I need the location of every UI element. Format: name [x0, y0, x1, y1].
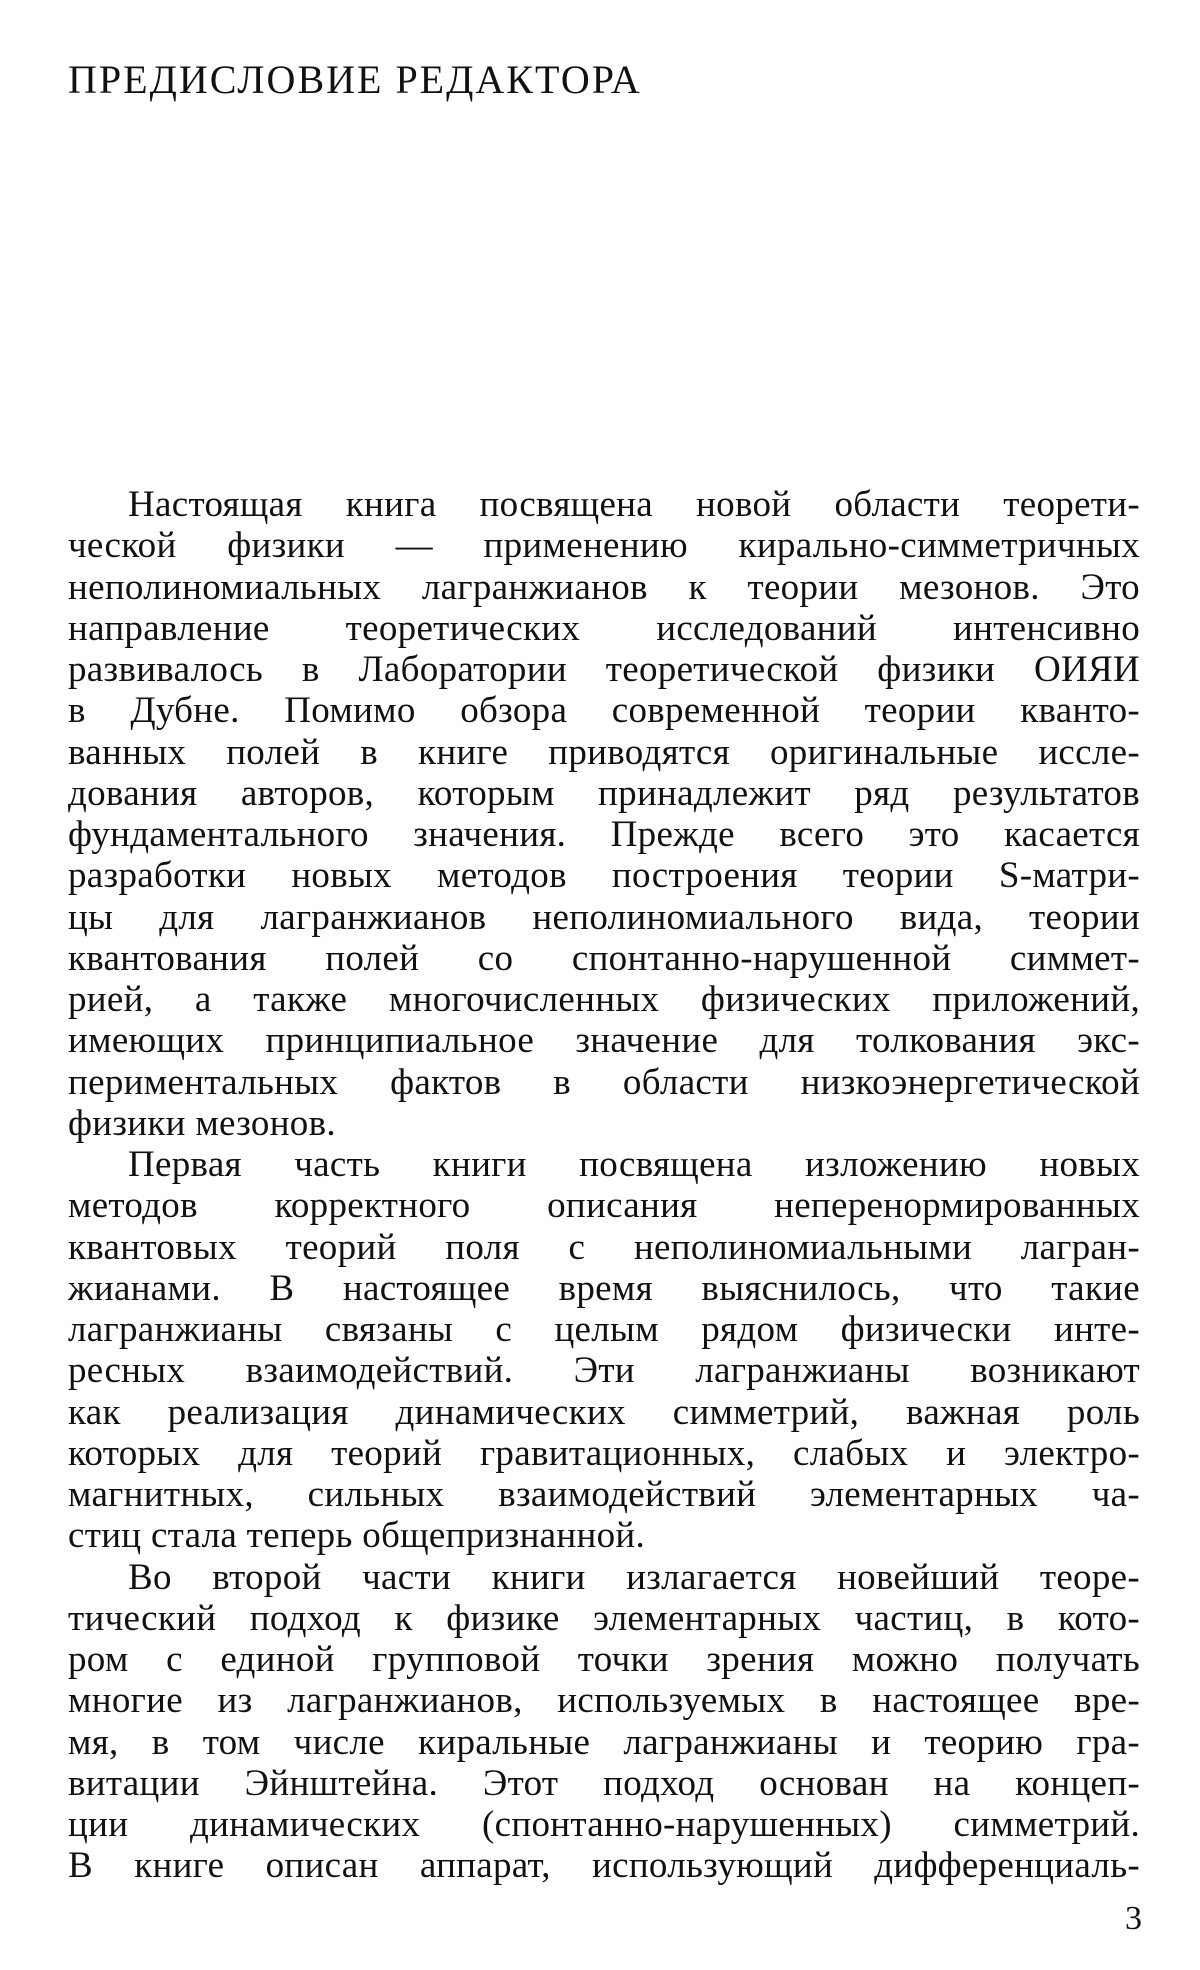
- text-line: неполиномиальных лагранжианов к теории мезонов. Это: [68, 566, 1140, 608]
- text-line: Настоящая книга посвящена новой области теорети-: [128, 484, 1140, 525]
- text-line: ческой физики — применению кирально-симметричных: [68, 525, 1140, 567]
- text-line: мя, в том числе киральные лагранжианы и теорию гра-: [68, 1721, 1140, 1763]
- text-line: имеющих принципиальное значение для толкования экс-: [68, 1020, 1140, 1062]
- text-line: многие из лагранжианов, используемых в настоящее вре-: [68, 1680, 1140, 1722]
- text-line: ром с единой групповой точки зрения можно получать: [68, 1639, 1140, 1680]
- text-line: магнитных, сильных взаимодействий элементарных ча-: [68, 1474, 1140, 1515]
- text-line: фундаментального значения. Прежде всего это касается: [68, 814, 1140, 855]
- text-line: лагранжианы связаны с целым рядом физически инте-: [68, 1309, 1140, 1350]
- page-number: 3: [1125, 1900, 1142, 1937]
- text-line: периментальных фактов в области низкоэнергетической: [68, 1061, 1140, 1103]
- text-line: квантования полей со спонтанно-нарушенной симмет-: [68, 937, 1140, 979]
- text-line: которых для теорий гравитационных, слабых и электро-: [68, 1432, 1140, 1474]
- paragraph-3: [68, 1557, 1140, 1887]
- text-line: разработки новых методов построения теории S-матри-: [68, 855, 1140, 897]
- text-line: направление теоретических исследований интенсивно: [68, 607, 1140, 649]
- text-line: Первая часть книги посвящена изложению новых: [128, 1144, 1140, 1185]
- body-text: [68, 484, 1140, 1887]
- text-line: В книге описан аппарат, использующий дифференциаль-: [68, 1845, 1140, 1887]
- text-line: квантовых теорий поля с неполиномиальными лагран-: [68, 1226, 1140, 1268]
- text-line: методов корректного описания неперенормированных: [68, 1185, 1140, 1227]
- text-line: в Дубне. Помимо обзора современной теории кванто-: [68, 690, 1140, 732]
- text-line: физики мезонов.: [68, 1102, 336, 1144]
- chapter-heading: ПРЕДИСЛОВИЕ РЕДАКТОРА: [68, 57, 642, 102]
- text-line: как реализация динамических симметрий, важная роль: [68, 1391, 1140, 1433]
- paragraph-2: [68, 1144, 1140, 1557]
- text-line: рией, а также многочисленных физических приложений,: [68, 979, 1140, 1020]
- text-line: стиц стала теперь общепризнанной.: [68, 1515, 646, 1557]
- text-line: цы для лагранжианов неполиномиального вида, теории: [68, 896, 1140, 938]
- text-line: Во второй части книги излагается новейший теоре-: [128, 1556, 1140, 1598]
- text-line: витации Эйнштейна. Этот подход основан на концеп-: [68, 1762, 1140, 1804]
- text-line: дования авторов, которым принадлежит ряд результатов: [68, 772, 1140, 814]
- text-line: ции динамических (спонтанно-нарушенных) симметрий.: [68, 1804, 1140, 1845]
- text-line: развивалось в Лаборатории теоретической физики ОИЯИ: [68, 649, 1140, 690]
- paragraph-1: [68, 484, 1140, 1144]
- text-line: ресных взаимодействий. Эти лагранжианы возникают: [68, 1350, 1140, 1392]
- text-line: жианами. В настоящее время выяснилось, что такие: [68, 1267, 1140, 1309]
- text-line: ванных полей в книге приводятся оригинальные иссле-: [68, 731, 1140, 773]
- text-line: тический подход к физике элементарных частиц, в кото-: [68, 1597, 1140, 1639]
